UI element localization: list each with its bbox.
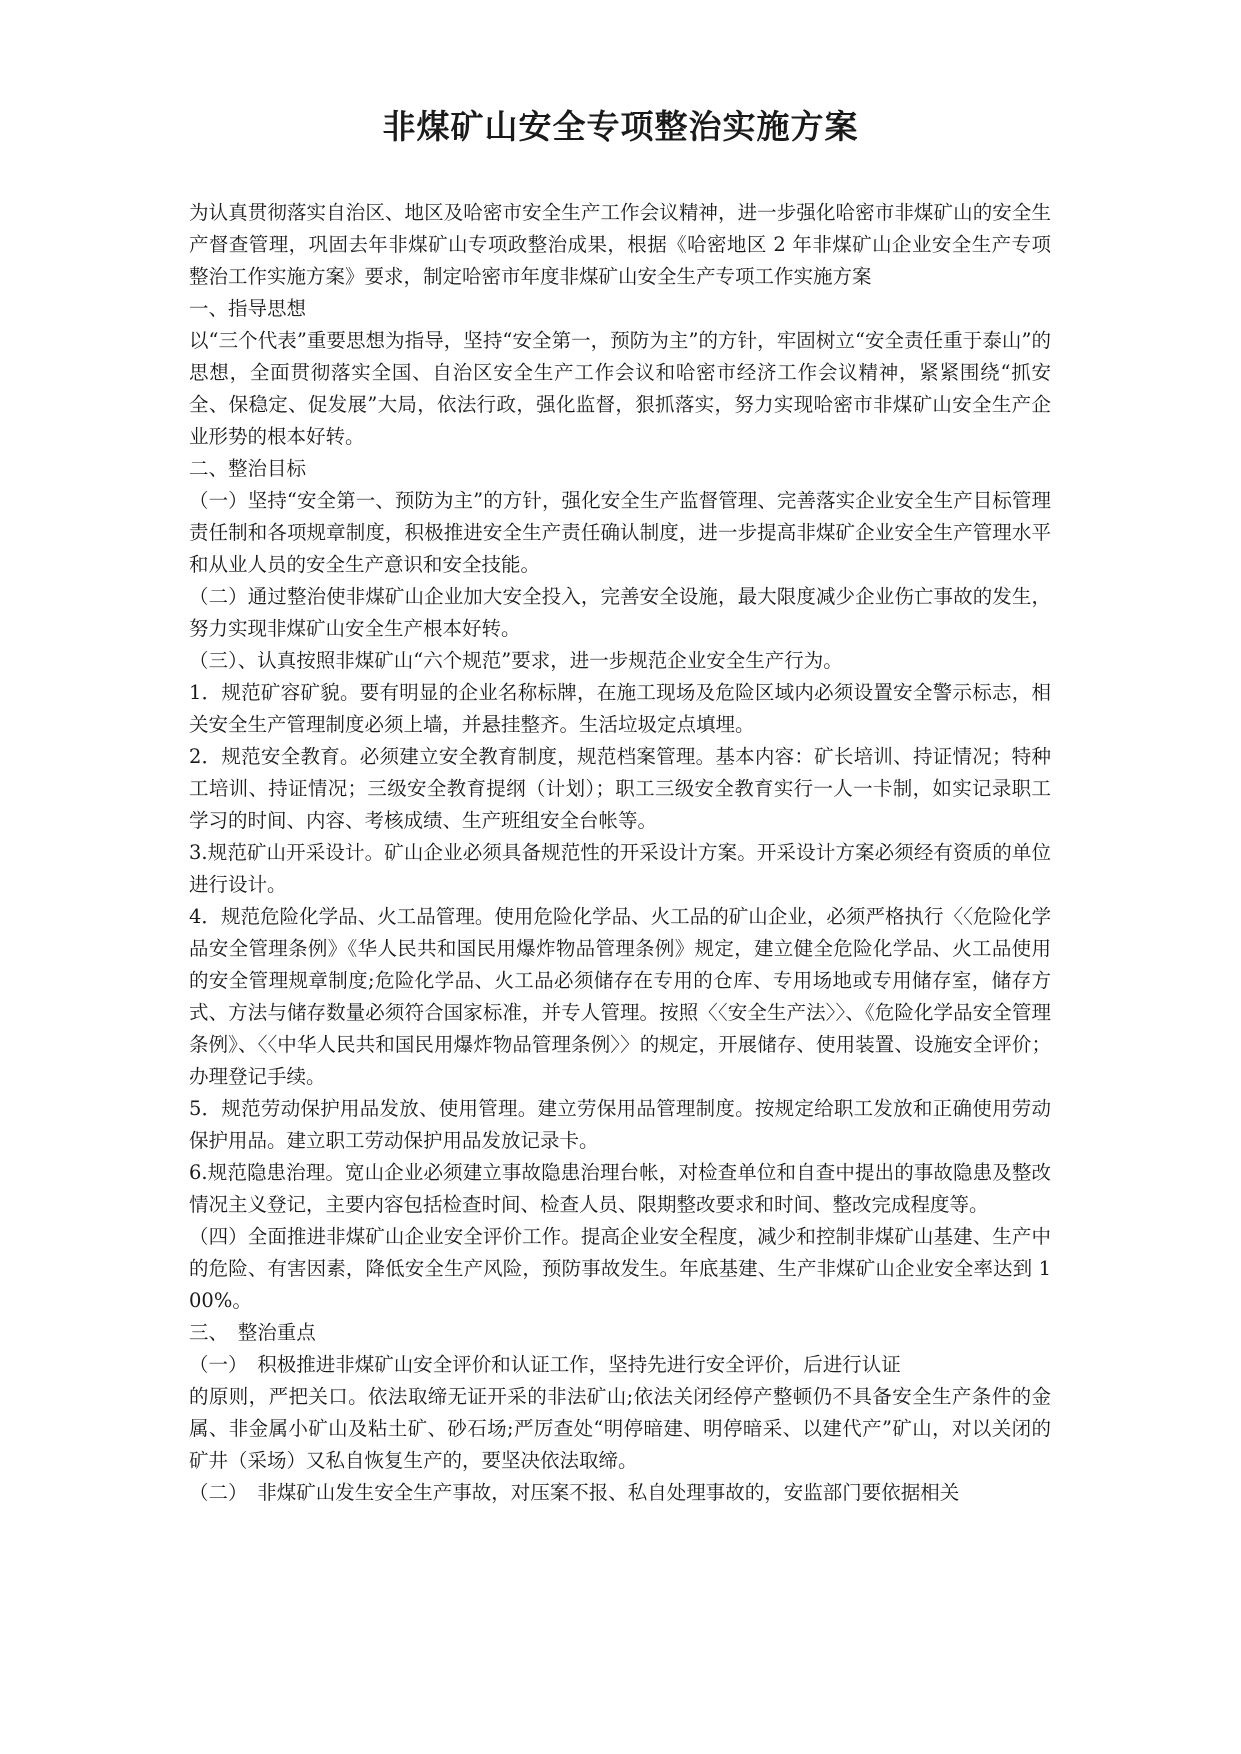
goal-item-1: （一）坚持“安全第一、预防为主”的方针，强化安全生产监督管理、完善落实企业安全生产目标管理责任制和各项规章制度，积极推进安全生产责任确认制度，进一步提高非煤矿企业安全生产管理水平和从业人员的安全生产意识和安全技能。 xyxy=(189,489,1051,576)
standard-item-1: 1．规范矿容矿貌。要有明显的企业名称标牌，在施工现场及危险区域内必须设置安全警示标志，相关安全生产管理制度必须上墙，并悬挂整齐。生活垃圾定点填埋。 xyxy=(189,681,1051,736)
standard-item-3: 3.规范矿山开采设计。矿山企业必须具备规范性的开采设计方案。开采设计方案必须经有资质的单位进行设计。 xyxy=(189,841,1051,896)
section-heading-goals: 二、整治目标 xyxy=(189,457,307,480)
standard-item-2: 2．规范安全教育。必须建立安全教育制度，规范档案管理。基本内容：矿长培训、持证情况；特种工培训、持证情况；三级安全教育提纲（计划）；职工三级安全教育实行一人一卡制，如实记录职工学习的时间、内容、考核成绩、生产班组安全台帐等。 xyxy=(189,745,1051,832)
key-point-item-1-continued: 的原则，严把关口。依法取缔无证开采的非法矿山;依法关闭经停产整顿仍不具备安全生产条件的金属、非金属小矿山及粘土矿、砂石场;严厉查处“明停暗建、明停暗采、以建代产”矿山，对以关闭的矿井（采场）又私自恢复生产的，要坚决依法取缔。 xyxy=(189,1385,1051,1472)
standard-item-6: 6.规范隐患治理。宽山企业必须建立事故隐患治理台帐，对检查单位和自查中提出的事故隐患及整改情况主义登记，主要内容包括检查时间、检查人员、限期整改要求和时间、整改完成程度等。 xyxy=(189,1161,1051,1216)
guiding-thought-paragraph: 以“三个代表”重要思想为指导，坚持“安全第一，预防为主”的方针，牢固树立“安全责任重于泰山”的思想，全面贯彻落实全国、自治区安全生产工作会议和哈密市经济工作会议精神，紧紧围绕“抓安全、保稳定、促发展”大局，依法行政，强化监督，狠抓落实，努力实现哈密市非煤矿山安全生产企业形势的根本好转。 xyxy=(189,329,1051,448)
goal-item-2: （二）通过整治使非煤矿山企业加大安全投入，完善安全设施，最大限度减少企业伤亡事故的发生，努力实现非煤矿山安全生产根本好转。 xyxy=(189,585,1051,640)
intro-paragraph: 为认真贯彻落实自治区、地区及哈密市安全生产工作会议精神，进一步强化哈密市非煤矿山的安全生产督查管理，巩固去年非煤矿山专项政整治成果，根据《哈密地区 2 年非煤矿山企业安全生产专项整治工作实施方案》要求，制定哈密市年度非煤矿山安全生产专项工作实施方案 xyxy=(189,201,1051,288)
standard-item-4: 4．规范危险化学品、火工品管理。使用危险化学品、火工品的矿山企业，必须严格执行〈〈危险化学品安全管理条例》《华人民共和国民用爆炸物品管理条例》规定，建立健全危险化学品、火工品使用的安全管理规章制度;危险化学品、火工品必须储存在专用的仓库、专用场地或专用储存室，储存方式、方法与储存数量必须符合国家标准，并专人管理。按照〈〈安全生产法〉〉、《危险化学品安全管理条例》、〈〈中华人民共和国民用爆炸物品管理条例〉〉的规定，开展储存、使用装置、设施安全评价；办理登记手续。 xyxy=(189,905,1051,1088)
document-body xyxy=(189,197,1051,1509)
document-title: 非煤矿山安全专项整治实施方案 xyxy=(382,107,859,146)
goal-item-3: （三）、认真按照非煤矿山“六个规范”要求，进一步规范企业安全生产行为。 xyxy=(189,649,843,672)
key-point-item-2: （二） 非煤矿山发生安全生产事故，对压案不报、私自处理事故的，安监部门要依据相关 xyxy=(189,1481,960,1504)
standard-item-5: 5．规范劳动保护用品发放、使用管理。建立劳保用品管理制度。按规定给职工发放和正确使用劳动保护用品。建立职工劳动保护用品发放记录卡。 xyxy=(189,1097,1051,1152)
goal-item-4: （四）全面推进非煤矿山企业安全评价工作。提高企业安全程度，减少和控制非煤矿山基建、生产中的危险、有害因素，降低安全生产风险，预防事故发生。年底基建、生产非煤矿山企业安全率达到 100%。 xyxy=(189,1225,1051,1312)
key-point-item-1: （一） 积极推进非煤矿山安全评价和认证工作，坚持先进行安全评价，后进行认证 xyxy=(189,1353,901,1376)
section-heading-key-points: 三、 整治重点 xyxy=(189,1321,316,1344)
section-heading-guiding-thought: 一、指导思想 xyxy=(189,297,307,320)
